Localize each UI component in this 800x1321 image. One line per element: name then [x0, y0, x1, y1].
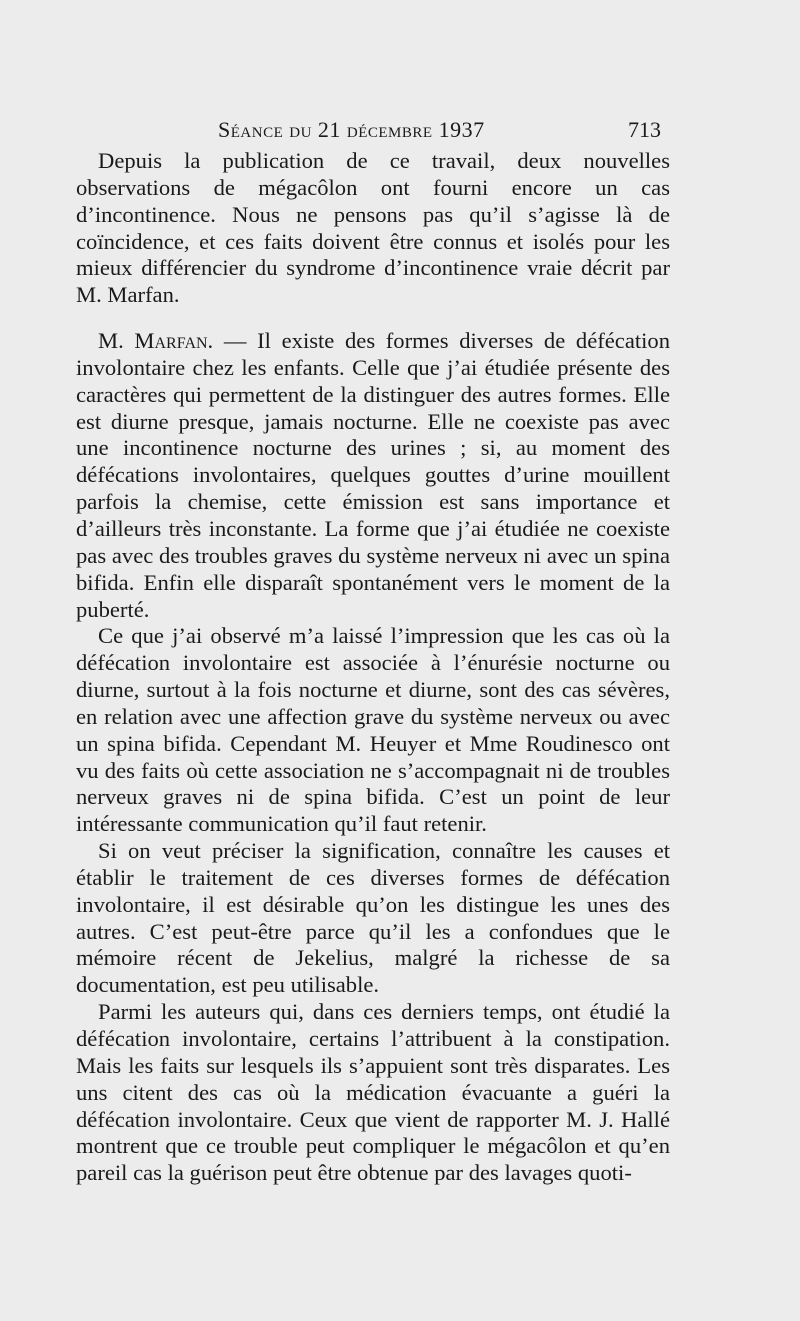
page-number: 713 — [628, 117, 661, 142]
paragraph-1: Depuis la publication de ce travail, deux nouvelles observations de mégacôlon ont fourni encore un cas d’incontinence. Nous ne pensons pas qu’il s’agisse là de coïncidence, et ces faits doivent être connus et isolés pour les mieux différencier du syndrome d’incontinence vraie décrit par M. Marfan. — [76, 148, 670, 308]
paragraph-2-text: — Il existe des formes diverses de défécation involontaire chez les enfants. Celle que j’ai étudiée présente des caractères qui permettent de la distinguer des autres formes. Elle est diurne presque, jamais nocturne. Elle ne coexiste pas avec une incontinence nocturne des urines ; si, au moment des défécations involontaires, quelques gouttes d’urine mouillent parfois la chemise, cette émission est sans importance et d’ailleurs très inconstante. La forme que j’ai étudiée ne coexiste pas avec des troubles graves du système nerveux ni avec un spina bifida. Enfin elle disparaît spontanément vers le moment de la puberté. — [76, 328, 670, 622]
body-text — [76, 148, 670, 1187]
paragraph-3: Ce que j’ai observé m’a laissé l’impression que les cas où la défécation involontaire est associée à l’énurésie nocturne ou diurne, surtout à la fois nocturne et diurne, sont des cas sévères, en relation avec une affection grave du système nerveux ou avec un spina bifida. Cependant M. Heuyer et Mme Roudinesco ont vu des faits où cette association ne s’accompagnait ni de troubles nerveux graves ni de spina bifida. C’est un point de leur intéressante communication qu’il faut retenir. — [76, 623, 670, 837]
page-header — [0, 117, 800, 143]
speaker-name: M. Marfan. — [98, 328, 214, 354]
paragraph-2 — [76, 328, 670, 623]
paragraph-5: Parmi les auteurs qui, dans ces derniers temps, ont étudié la défécation involontaire, certains l’attribuent à la constipation. Mais les faits sur lesquels ils s’appuient sont très disparates. Les uns citent des cas où la médication évacuante a guéri la défécation involontaire. Ceux que vient de rapporter M. J. Hallé montrent que ce trouble peut compliquer le mégacôlon et qu’en pareil cas la guérison peut être obtenue par des lavages quoti- — [76, 999, 670, 1186]
running-head: Séance du 21 décembre 1937 — [218, 117, 485, 142]
paragraph-4: Si on veut préciser la signification, connaître les causes et établir le traitement de ces diverses formes de défécation involontaire, il est désirable qu’on les distingue les unes des autres. C’est peut-être parce qu’il les a confondues que le mémoire récent de Jekelius, malgré la richesse de sa documentation, est peu utilisable. — [76, 838, 670, 998]
